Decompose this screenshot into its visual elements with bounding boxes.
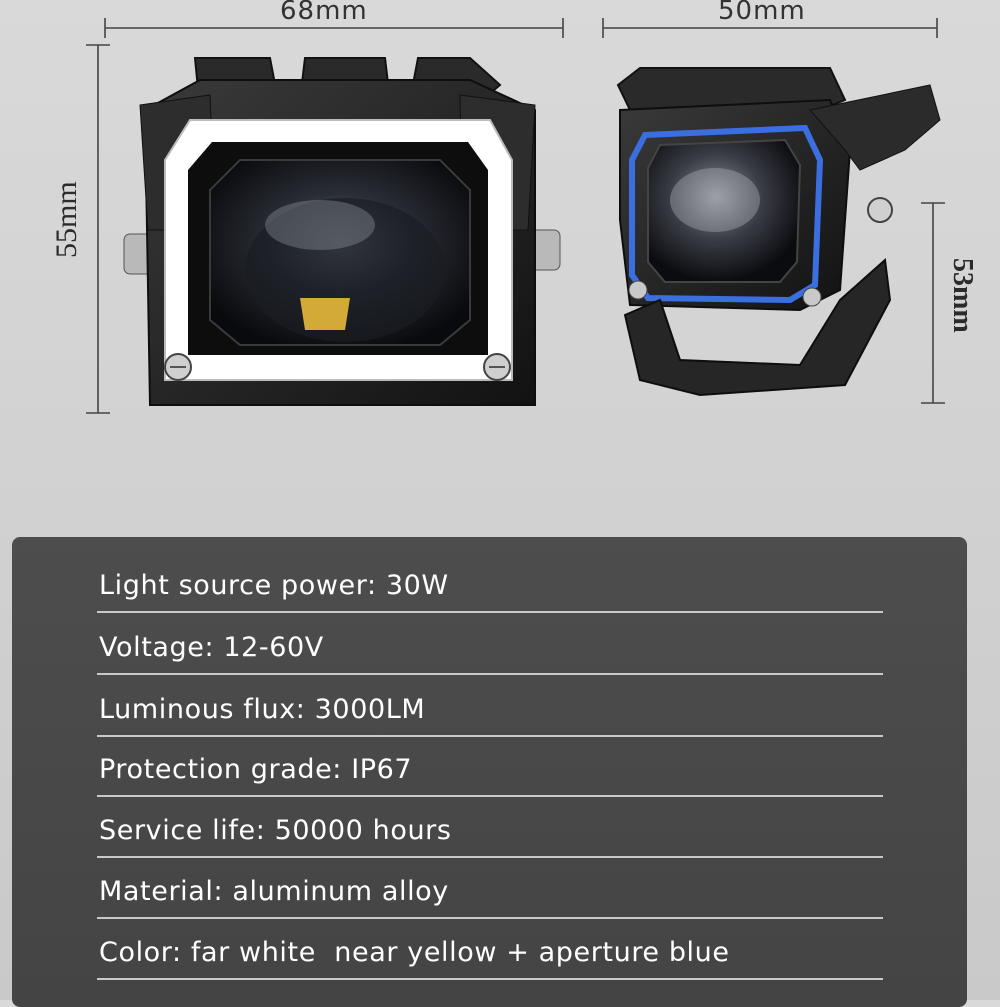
- spec-text-protection: Protection grade: IP67: [99, 754, 413, 785]
- spec-row-power: [97, 549, 883, 613]
- spec-row-service-life: [97, 794, 883, 858]
- spec-text-flux: Luminous flux: 3000LM: [99, 694, 426, 725]
- side-view-light: [618, 68, 940, 395]
- spec-row-protection: [97, 733, 883, 797]
- spec-text-service-life: Service life: 50000 hours: [99, 815, 452, 846]
- spec-row-color: [97, 916, 883, 980]
- front-view-light: [124, 58, 560, 405]
- spec-row-voltage: [97, 611, 883, 675]
- side-width-label: 50mm: [718, 0, 806, 26]
- spec-panel: [12, 537, 967, 1007]
- front-width-label: 68mm: [280, 0, 368, 26]
- spec-row-material: [97, 855, 883, 919]
- spec-text-voltage: Voltage: 12-60V: [99, 632, 324, 663]
- spec-text-material: Material: aluminum alloy: [99, 876, 449, 907]
- side-height-label: 53mm: [947, 258, 978, 333]
- spec-text-color: Color: far white near yellow + aperture blue: [99, 937, 730, 968]
- spec-row-flux: [97, 673, 883, 737]
- spec-text-power: Light source power: 30W: [99, 570, 449, 601]
- front-height-label: 55mm: [50, 181, 83, 258]
